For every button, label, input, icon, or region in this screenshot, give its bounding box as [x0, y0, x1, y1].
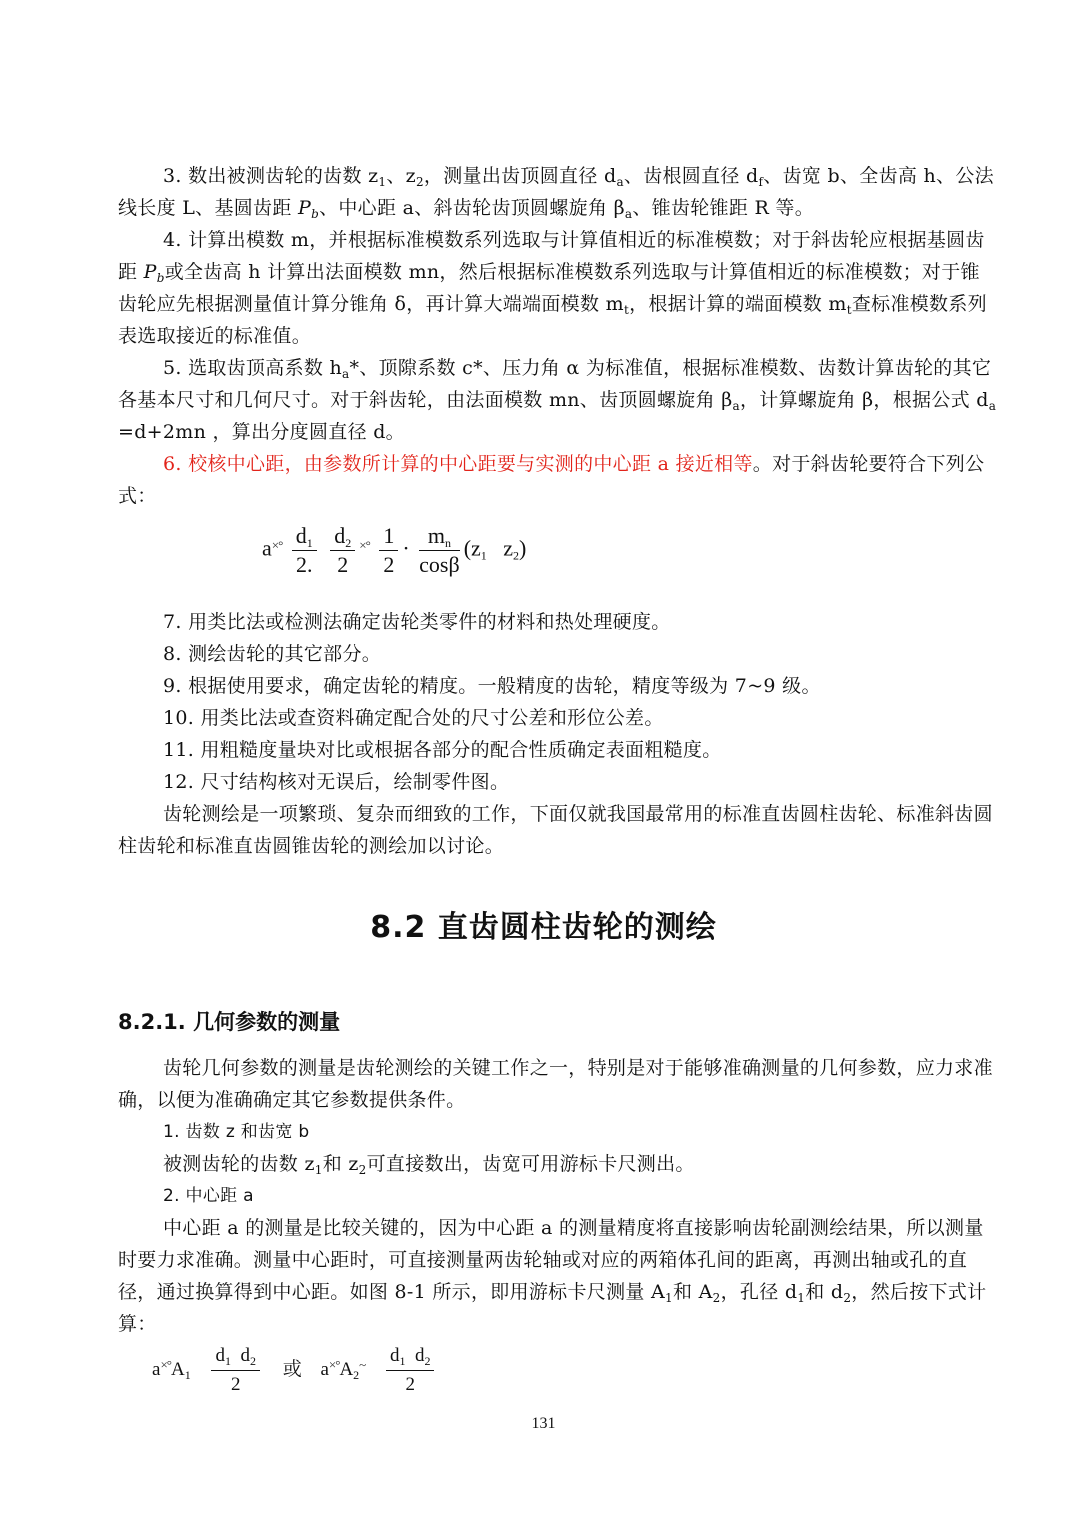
subscript: a	[342, 367, 350, 381]
formula-glyph: )	[519, 535, 527, 561]
list-item: 8. 测绘齿轮的其它部分。	[163, 643, 382, 665]
formula-var: a	[320, 1358, 329, 1380]
formula-glyph: ×°	[271, 537, 283, 553]
formula-var: z	[503, 535, 514, 561]
subscript: a	[616, 175, 624, 189]
subscript: 1	[378, 175, 387, 189]
subscript: 1	[306, 536, 313, 550]
formula-var: d	[295, 523, 307, 548]
text: 、z	[386, 165, 416, 187]
paragraph	[118, 1212, 998, 1340]
subscript: 2	[513, 548, 520, 563]
text: *、顶隙系数 c*、压力角 α 为标准值，根据标准模数、齿数计算齿轮的其它各基本尺寸和几何尺寸。对于斜齿轮，由法面模数 mn、齿顶圆螺旋角 β	[118, 357, 992, 411]
subscript: 1	[224, 1354, 231, 1368]
symbol: P	[143, 261, 157, 283]
subscript: t	[623, 303, 630, 317]
formula-glyph: .	[307, 552, 313, 577]
formula-conjunction: 或	[282, 1358, 302, 1380]
text: ，测量出齿顶圆直径 d	[423, 165, 617, 187]
text: ，然后按下式计算：	[118, 1281, 987, 1335]
text: 4. 计算出模数 m，并根据标准模数系列选取与计算值相近的标准模数；对于斜齿轮应根据基圆齿距	[118, 229, 985, 283]
formula-glyph: ×°	[160, 1356, 171, 1372]
denominator	[292, 551, 317, 579]
text: 和 d	[805, 1281, 844, 1303]
subscript: b	[156, 271, 165, 285]
item-heading: 1. 齿数 z 和齿宽 b	[163, 1122, 310, 1142]
list-item: 9. 根据使用要求，确定齿轮的精度。一般精度的齿轮，精度等级为 7~9 级。	[163, 675, 821, 697]
subscript: 2	[424, 1354, 431, 1368]
formula-var: m	[427, 523, 445, 548]
text: 和 A	[672, 1281, 713, 1303]
page-number: 131	[531, 1415, 556, 1432]
fraction	[386, 1342, 435, 1399]
paragraph-step-4	[118, 224, 998, 352]
denominator: 2	[337, 552, 349, 577]
formula-var: d	[389, 1345, 400, 1366]
list-item: 11. 用粗糙度量块对比或根据各部分的配合性质确定表面粗糙度。	[163, 739, 722, 761]
text: 、齿根圆直径 d	[623, 165, 759, 187]
intro-paragraph: 齿轮测绘是一项繁琐、复杂而细致的工作，下面仅就我国最常用的标准直齿圆柱齿轮、标准斜齿圆柱齿轮和标准直齿圆锥齿轮的测绘加以讨论。	[118, 803, 993, 857]
formula-var: a	[262, 535, 272, 561]
text: 3. 数出被测齿轮的齿数 z	[163, 165, 379, 187]
text: ，计算螺旋角 β，根据公式 d	[740, 389, 989, 411]
paragraph-step-6	[118, 448, 998, 512]
list-item: 12. 尺寸结构核对无误后，绘制零件图。	[163, 771, 510, 793]
numerator	[330, 522, 355, 551]
section-title: 8.2 直齿圆柱齿轮的测绘	[370, 910, 717, 945]
formula-glyph: ×°	[328, 1356, 340, 1372]
paragraph	[118, 1148, 998, 1180]
subscript: 1	[314, 1163, 323, 1177]
formula-var: d	[215, 1345, 225, 1366]
denominator: 2	[230, 1374, 241, 1395]
symbol: P	[298, 197, 312, 219]
list-item: 7. 用类比法或检测法确定齿轮类零件的材料和热处理硬度。	[163, 611, 671, 633]
fraction	[379, 522, 398, 579]
paragraph: 齿轮几何参数的测量是齿轮测绘的关键工作之一，特别是对于能够准确测量的几何参数，应力求准确，以便为准确确定其它参数提供条件。	[118, 1057, 993, 1111]
subscript: 1	[184, 1367, 191, 1382]
subscript: 1	[480, 548, 487, 563]
subscript: 1	[665, 1291, 673, 1305]
text: =d+2mn ，算出分度圆直径 d。	[118, 421, 405, 443]
formula-var: d	[240, 1345, 250, 1366]
subscript: t	[846, 303, 852, 317]
text: 、中心距 a、斜齿轮齿顶圆螺旋角 β	[319, 197, 625, 219]
item-heading: 2. 中心距 a	[163, 1186, 254, 1206]
formula-glyph: ·	[402, 535, 410, 561]
formula-var: (z	[463, 535, 481, 561]
text: 。对于斜齿轮要符合下列公式：	[118, 453, 985, 507]
subscript: a	[988, 399, 997, 413]
formula-var: A	[170, 1358, 185, 1380]
denominator: 2	[383, 552, 395, 577]
numerator	[419, 522, 460, 551]
subscript: 1	[797, 1291, 806, 1305]
text: ，根据计算的端面模数 m	[629, 293, 847, 315]
highlighted-text: 6. 校核中心距，由参数所计算的中心距要与实测的中心距 a 接近相等	[163, 453, 753, 475]
formula-center-distance-measure	[152, 1342, 438, 1399]
numerator	[211, 1342, 260, 1371]
formula-var: a	[152, 1358, 161, 1380]
text: 、齿宽 b、全齿高 h、公法线长度 L、基圆齿距	[118, 165, 994, 219]
text: 查标准模数系列表选取接近的标准值。	[118, 293, 987, 347]
list-item: 10. 用类比法或查资料确定配合处的尺寸公差和形位公差。	[163, 707, 664, 729]
numerator: 1	[379, 522, 398, 551]
subscript: 2	[345, 536, 352, 550]
numerator	[292, 522, 317, 551]
formula-glyph: ~	[359, 1356, 366, 1372]
steps-list-block	[118, 606, 998, 862]
subscript: 2	[415, 175, 424, 189]
numerator	[386, 1342, 435, 1371]
paragraph-step-5	[118, 352, 998, 448]
subscript: 2	[358, 1163, 367, 1177]
fraction	[419, 522, 460, 579]
subscript: 2	[712, 1291, 721, 1305]
paragraph-step-3	[118, 160, 998, 224]
text: 或全齿高 h 计算出法面模数 mn，然后根据标准模数系列选取与计算值相近的标准模数；对于锥齿轮应先根据测量值计算分锥角 δ，再计算大端端面模数 m	[118, 261, 980, 315]
subscript: 2	[843, 1291, 852, 1305]
subscript: 2	[249, 1354, 256, 1368]
text: ，孔径 d	[720, 1281, 798, 1303]
fraction	[292, 522, 317, 579]
formula-var: d	[414, 1345, 425, 1366]
text: 和 z	[322, 1153, 359, 1175]
text: 5. 选取齿顶高系数 h	[163, 357, 343, 379]
denominator: cosβ	[419, 552, 460, 577]
subscript: n	[444, 536, 451, 550]
subscript: f	[758, 175, 764, 189]
formula-var: d	[334, 523, 346, 548]
subscript: a	[732, 399, 740, 413]
formula-center-distance-helical	[262, 522, 526, 579]
subscript: a	[624, 207, 633, 221]
text: 可直接数出，齿宽可用游标卡尺测出。	[366, 1153, 695, 1175]
text: 被测齿轮的齿数 z	[163, 1153, 315, 1175]
subscript: 2	[353, 1367, 360, 1382]
steps-block	[118, 160, 998, 512]
text: 、锥齿轮锥距 R 等。	[632, 197, 815, 219]
formula-num: 2	[296, 552, 308, 577]
subscript: b	[311, 207, 320, 221]
fraction	[330, 522, 355, 579]
text: 中心距 a 的测量是比较关键的，因为中心距 a 的测量精度将直接影响齿轮副测绘结果，所以测量时要力求准确。测量中心距时，可直接测量两齿轮轴或对应的两箱体孔间的距离，再测出轴或孔的直径，通过换算得到中心距。如图 8-1 所示，即用游标卡尺测量 A	[118, 1217, 984, 1303]
fraction	[211, 1342, 260, 1399]
denominator: 2	[405, 1374, 415, 1395]
subscript: 1	[399, 1354, 406, 1368]
subsection-title: 8.2.1. 几何参数的测量	[118, 1010, 341, 1034]
formula-glyph: ×°	[359, 537, 370, 553]
formula-var: A	[339, 1358, 354, 1380]
geometry-block	[118, 1052, 998, 1340]
